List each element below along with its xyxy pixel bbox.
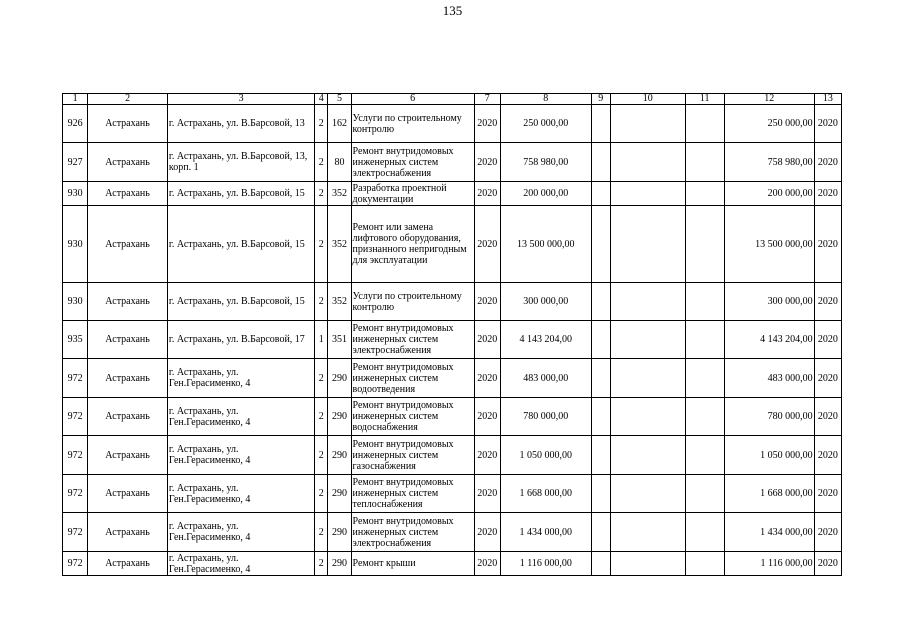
table-row bbox=[63, 206, 842, 283]
table-row bbox=[63, 359, 842, 398]
cell-col5: 352 bbox=[328, 206, 351, 283]
cell-col4: 2 bbox=[315, 436, 328, 475]
cell-end-year: 2020 bbox=[814, 283, 841, 321]
cell-municipality: Астрахань bbox=[88, 359, 168, 398]
cell-municipality: Астрахань bbox=[88, 552, 168, 576]
cell-end-year: 2020 bbox=[814, 359, 841, 398]
cell-end-year: 2020 bbox=[814, 398, 841, 436]
cell-col11 bbox=[685, 182, 724, 206]
cell-total: 780 000,00 bbox=[724, 398, 814, 436]
cell-address: г. Астрахань, ул. Ген.Герасименко, 4 bbox=[167, 513, 314, 552]
cell-col9 bbox=[591, 359, 610, 398]
page-number: 135 bbox=[442, 3, 463, 18]
cell-col11 bbox=[685, 105, 724, 143]
table-row bbox=[63, 283, 842, 321]
cell-number: 930 bbox=[63, 206, 88, 283]
cell-municipality: Астрахань bbox=[88, 436, 168, 475]
cell-col9 bbox=[591, 513, 610, 552]
header-cell: 8 bbox=[500, 94, 591, 105]
cell-end-year: 2020 bbox=[814, 206, 841, 283]
cell-cost: 13 500 000,00 bbox=[500, 206, 591, 283]
cell-col4: 2 bbox=[315, 143, 328, 182]
cell-address: г. Астрахань, ул. В.Барсовой, 15 bbox=[167, 182, 314, 206]
cell-municipality: Астрахань bbox=[88, 513, 168, 552]
cell-cost: 780 000,00 bbox=[500, 398, 591, 436]
cell-number: 930 bbox=[63, 182, 88, 206]
cell-cost: 1 050 000,00 bbox=[500, 436, 591, 475]
cell-year: 2020 bbox=[474, 283, 500, 321]
cell-total: 1 050 000,00 bbox=[724, 436, 814, 475]
cell-col10 bbox=[610, 436, 685, 475]
cell-cost: 758 980,00 bbox=[500, 143, 591, 182]
cell-end-year: 2020 bbox=[814, 436, 841, 475]
cell-col5: 352 bbox=[328, 283, 351, 321]
header-row bbox=[63, 94, 842, 105]
cell-work-type: Ремонт внутридомовых инженерных систем теплоснабжения bbox=[351, 475, 474, 513]
cell-col4: 2 bbox=[315, 206, 328, 283]
cell-col10 bbox=[610, 359, 685, 398]
cell-municipality: Астрахань bbox=[88, 321, 168, 359]
cell-col10 bbox=[610, 398, 685, 436]
cell-col10 bbox=[610, 283, 685, 321]
cell-year: 2020 bbox=[474, 105, 500, 143]
header-cell: 6 bbox=[351, 94, 474, 105]
cell-col4: 2 bbox=[315, 283, 328, 321]
cell-work-type: Разработка проектной документации bbox=[351, 182, 474, 206]
cell-cost: 4 143 204,00 bbox=[500, 321, 591, 359]
cell-end-year: 2020 bbox=[814, 143, 841, 182]
cell-col11 bbox=[685, 475, 724, 513]
cell-col10 bbox=[610, 513, 685, 552]
cell-municipality: Астрахань bbox=[88, 182, 168, 206]
cell-year: 2020 bbox=[474, 513, 500, 552]
cell-work-type: Ремонт внутридомовых инженерных систем водоотведения bbox=[351, 359, 474, 398]
cell-col9 bbox=[591, 321, 610, 359]
cell-work-type: Услуги по строительному контролю bbox=[351, 105, 474, 143]
cell-total: 758 980,00 bbox=[724, 143, 814, 182]
cell-total: 13 500 000,00 bbox=[724, 206, 814, 283]
cell-col4: 2 bbox=[315, 359, 328, 398]
header-cell: 13 bbox=[814, 94, 841, 105]
header-cell: 9 bbox=[591, 94, 610, 105]
cell-col10 bbox=[610, 475, 685, 513]
cell-col9 bbox=[591, 552, 610, 576]
cell-col11 bbox=[685, 359, 724, 398]
cell-number: 927 bbox=[63, 143, 88, 182]
cell-cost: 300 000,00 bbox=[500, 283, 591, 321]
cell-number: 972 bbox=[63, 513, 88, 552]
cell-number: 935 bbox=[63, 321, 88, 359]
cell-number: 930 bbox=[63, 283, 88, 321]
cell-col9 bbox=[591, 206, 610, 283]
cell-year: 2020 bbox=[474, 475, 500, 513]
cell-cost: 483 000,00 bbox=[500, 359, 591, 398]
cell-col4: 2 bbox=[315, 513, 328, 552]
cell-year: 2020 bbox=[474, 398, 500, 436]
cell-work-type: Ремонт крыши bbox=[351, 552, 474, 576]
table-row bbox=[63, 475, 842, 513]
cell-address: г. Астрахань, ул. Ген.Герасименко, 4 bbox=[167, 475, 314, 513]
cell-work-type: Ремонт внутридомовых инженерных систем электроснабжения bbox=[351, 513, 474, 552]
cell-work-type: Ремонт или замена лифтового оборудования, признанного непригодным для эксплуатации bbox=[351, 206, 474, 283]
table-row bbox=[63, 436, 842, 475]
cell-total: 1 116 000,00 bbox=[724, 552, 814, 576]
cell-col11 bbox=[685, 283, 724, 321]
cell-year: 2020 bbox=[474, 206, 500, 283]
cell-number: 926 bbox=[63, 105, 88, 143]
cell-year: 2020 bbox=[474, 359, 500, 398]
cell-cost: 200 000,00 bbox=[500, 182, 591, 206]
cell-year: 2020 bbox=[474, 143, 500, 182]
cell-cost: 1 116 000,00 bbox=[500, 552, 591, 576]
repair-program-table bbox=[62, 93, 842, 576]
cell-municipality: Астрахань bbox=[88, 283, 168, 321]
cell-col4: 2 bbox=[315, 475, 328, 513]
cell-total: 1 668 000,00 bbox=[724, 475, 814, 513]
cell-col11 bbox=[685, 321, 724, 359]
cell-col10 bbox=[610, 143, 685, 182]
cell-total: 300 000,00 bbox=[724, 283, 814, 321]
cell-work-type: Ремонт внутридомовых инженерных систем водоснабжения bbox=[351, 398, 474, 436]
cell-end-year: 2020 bbox=[814, 105, 841, 143]
cell-number: 972 bbox=[63, 552, 88, 576]
table-row bbox=[63, 143, 842, 182]
cell-col4: 2 bbox=[315, 552, 328, 576]
cell-address: г. Астрахань, ул. Ген.Герасименко, 4 bbox=[167, 436, 314, 475]
cell-end-year: 2020 bbox=[814, 513, 841, 552]
table-row bbox=[63, 513, 842, 552]
cell-col5: 162 bbox=[328, 105, 351, 143]
cell-end-year: 2020 bbox=[814, 182, 841, 206]
cell-col11 bbox=[685, 436, 724, 475]
cell-address: г. Астрахань, ул. В.Барсовой, 15 bbox=[167, 283, 314, 321]
cell-total: 483 000,00 bbox=[724, 359, 814, 398]
cell-work-type: Ремонт внутридомовых инженерных систем газоснабжения bbox=[351, 436, 474, 475]
cell-col5: 80 bbox=[328, 143, 351, 182]
cell-col9 bbox=[591, 436, 610, 475]
cell-address: г. Астрахань, ул. Ген.Герасименко, 4 bbox=[167, 359, 314, 398]
cell-col11 bbox=[685, 398, 724, 436]
cell-col11 bbox=[685, 143, 724, 182]
cell-col9 bbox=[591, 182, 610, 206]
table-row bbox=[63, 398, 842, 436]
table-row bbox=[63, 321, 842, 359]
cell-total: 1 434 000,00 bbox=[724, 513, 814, 552]
cell-total: 4 143 204,00 bbox=[724, 321, 814, 359]
cell-col5: 352 bbox=[328, 182, 351, 206]
cell-municipality: Астрахань bbox=[88, 398, 168, 436]
cell-col5: 290 bbox=[328, 398, 351, 436]
cell-number: 972 bbox=[63, 475, 88, 513]
cell-cost: 1 434 000,00 bbox=[500, 513, 591, 552]
header-cell: 1 bbox=[63, 94, 88, 105]
cell-col5: 290 bbox=[328, 475, 351, 513]
cell-municipality: Астрахань bbox=[88, 206, 168, 283]
cell-cost: 250 000,00 bbox=[500, 105, 591, 143]
cell-address: г. Астрахань, ул. Ген.Герасименко, 4 bbox=[167, 398, 314, 436]
cell-col5: 290 bbox=[328, 513, 351, 552]
cell-col5: 290 bbox=[328, 552, 351, 576]
cell-col11 bbox=[685, 513, 724, 552]
cell-address: г. Астрахань, ул. В.Барсовой, 13 bbox=[167, 105, 314, 143]
cell-col9 bbox=[591, 283, 610, 321]
cell-number: 972 bbox=[63, 359, 88, 398]
cell-municipality: Астрахань bbox=[88, 475, 168, 513]
cell-col5: 290 bbox=[328, 436, 351, 475]
header-cell: 4 bbox=[315, 94, 328, 105]
cell-col4: 2 bbox=[315, 182, 328, 206]
cell-work-type: Услуги по строительному контролю bbox=[351, 283, 474, 321]
cell-total: 250 000,00 bbox=[724, 105, 814, 143]
cell-col11 bbox=[685, 206, 724, 283]
cell-col4: 2 bbox=[315, 105, 328, 143]
cell-col9 bbox=[591, 105, 610, 143]
cell-municipality: Астрахань bbox=[88, 143, 168, 182]
cell-year: 2020 bbox=[474, 321, 500, 359]
cell-col11 bbox=[685, 552, 724, 576]
header-cell: 11 bbox=[685, 94, 724, 105]
cell-cost: 1 668 000,00 bbox=[500, 475, 591, 513]
cell-end-year: 2020 bbox=[814, 321, 841, 359]
cell-year: 2020 bbox=[474, 182, 500, 206]
cell-col10 bbox=[610, 105, 685, 143]
cell-end-year: 2020 bbox=[814, 552, 841, 576]
cell-col10 bbox=[610, 206, 685, 283]
header-cell: 12 bbox=[724, 94, 814, 105]
cell-address: г. Астрахань, ул. В.Барсовой, 15 bbox=[167, 206, 314, 283]
cell-col10 bbox=[610, 182, 685, 206]
cell-work-type: Ремонт внутридомовых инженерных систем электроснабжения bbox=[351, 143, 474, 182]
cell-year: 2020 bbox=[474, 436, 500, 475]
cell-col4: 2 bbox=[315, 398, 328, 436]
table-row bbox=[63, 105, 842, 143]
header-cell: 3 bbox=[167, 94, 314, 105]
cell-col10 bbox=[610, 321, 685, 359]
header-cell: 7 bbox=[474, 94, 500, 105]
cell-col9 bbox=[591, 143, 610, 182]
header-cell: 10 bbox=[610, 94, 685, 105]
cell-number: 972 bbox=[63, 398, 88, 436]
cell-col10 bbox=[610, 552, 685, 576]
cell-address: г. Астрахань, ул. Ген.Герасименко, 4 bbox=[167, 552, 314, 576]
table-row bbox=[63, 182, 842, 206]
cell-col9 bbox=[591, 398, 610, 436]
cell-number: 972 bbox=[63, 436, 88, 475]
header-cell: 5 bbox=[328, 94, 351, 105]
cell-total: 200 000,00 bbox=[724, 182, 814, 206]
cell-work-type: Ремонт внутридомовых инженерных систем электроснабжения bbox=[351, 321, 474, 359]
cell-municipality: Астрахань bbox=[88, 105, 168, 143]
cell-col5: 351 bbox=[328, 321, 351, 359]
cell-address: г. Астрахань, ул. В.Барсовой, 17 bbox=[167, 321, 314, 359]
cell-col5: 290 bbox=[328, 359, 351, 398]
cell-address: г. Астрахань, ул. В.Барсовой, 13, корп. 1 bbox=[167, 143, 314, 182]
cell-col9 bbox=[591, 475, 610, 513]
header-cell: 2 bbox=[88, 94, 168, 105]
table-row bbox=[63, 552, 842, 576]
cell-year: 2020 bbox=[474, 552, 500, 576]
cell-end-year: 2020 bbox=[814, 475, 841, 513]
cell-col4: 1 bbox=[315, 321, 328, 359]
